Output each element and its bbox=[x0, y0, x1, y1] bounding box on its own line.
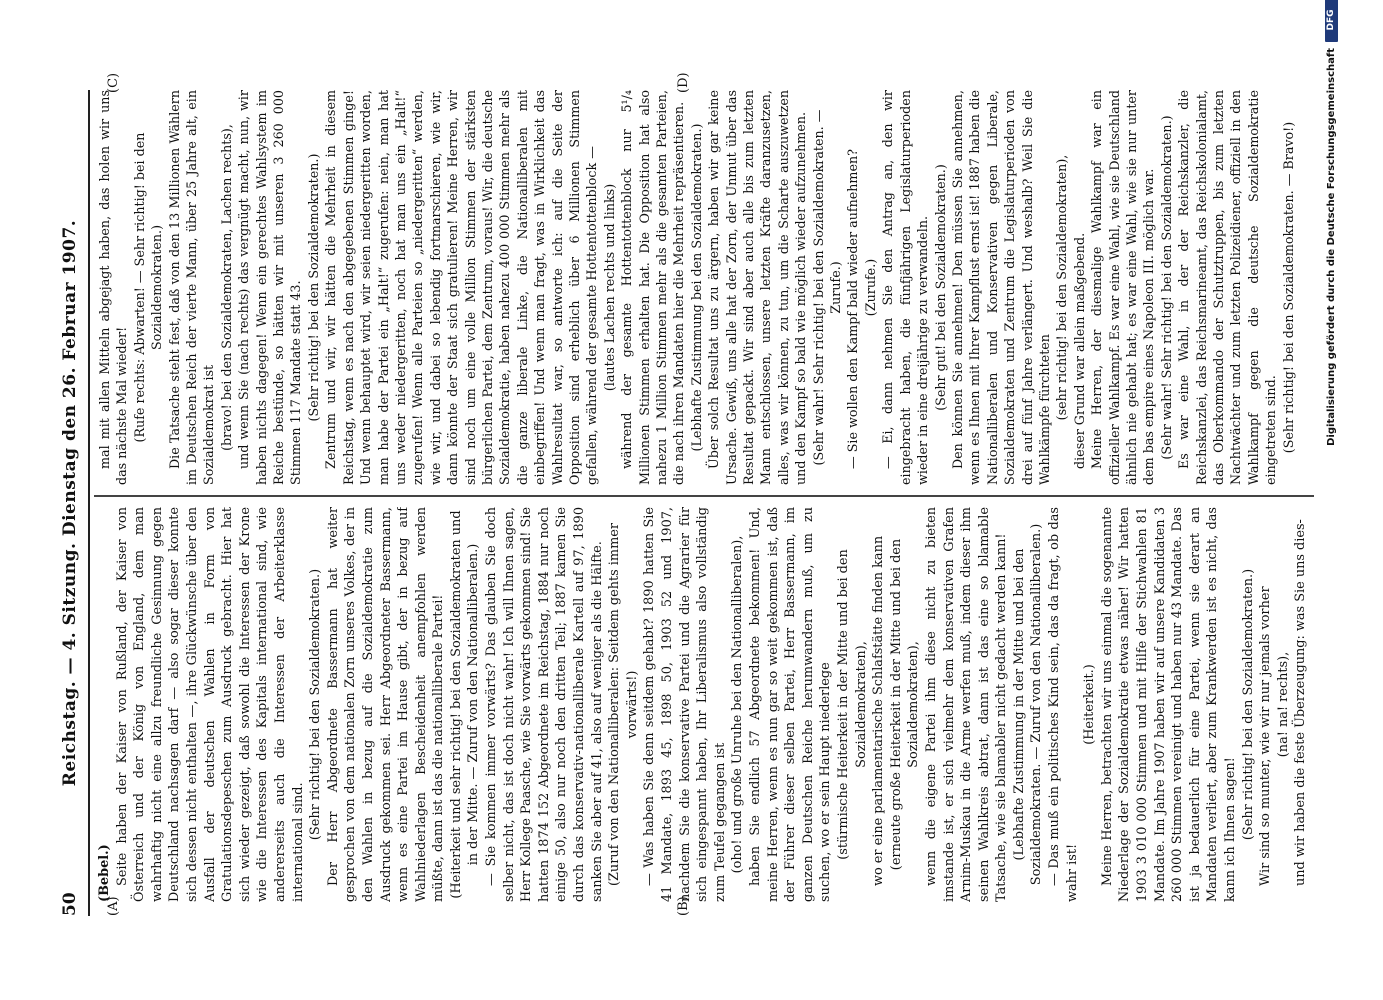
speech-paragraph: Der Herr Abgeordnete Bassermann hat weiter gesprochen von dem nationalen Zorn unseres Volkes, der in den Wahlen in bezug auf die Sozialdemokratie zum Ausdruck gekommen sei. Herr Abgeordneter Bassermann, wenn es eine Partei im Hause gibt, der in bezug auf Wahlniederlagen Bescheidenheit anempfohlen werden müßte, dann ist das die nationalliberale Partei! bbox=[325, 507, 447, 902]
interjection: (Sehr richtig! bei den Sozialdemokraten.) bbox=[1240, 568, 1256, 841]
interjection: (Sehr wahr! Sehr richtig! bei den Sozialdemokraten. — Zurufe.) bbox=[810, 109, 844, 466]
speech-paragraph: wenn die eigene Partei ihm diese nicht zu bieten imstande ist, er sich vielmehr dem konservativen Grafen Arnim-Muskau in die Arme werfen muß, indem dieser ihm seinen Wahlkreis abtrat, dann ist das eine so blamable Tatsache, wie sie blamabler nicht gedacht werden kann! bbox=[923, 507, 1010, 902]
speech-paragraph: — Was haben Sie denn seitdem gehabt? 1890 hatten Sie 41 Mandate, 1893 45, 1898 50, 1903 52 und 1907, nachdem Sie die konservative Partei und die Agrarier für sich eingespannt haben, Ihr Liberalismus also vollständig zum Teufel gegangen ist bbox=[642, 507, 728, 902]
speech-paragraph: — Sie kommen immer vorwärts? Das glauben Sie doch selber nicht, das ist doch nicht wahr! Ich will Ihnen sagen, Herr Kollege Paasche, wie Sie vorwärts gekommen sind! Sie hatten 1874 152 Abgeordnete im Reichstag, 1884 nur noch einige 50, also nur noch den dritten Teil; 1887 kamen Sie durch das konservativ-nationalliberale Kartell auf 97, 1890 sanken Sie aber auf 41, also auf weniger als die Hälfte. bbox=[484, 507, 605, 902]
interjection: (Zuruf von den Nationalliberalen: Seitdem gehts immer vorwärts!) bbox=[607, 522, 640, 887]
speech-paragraph: und wir haben die feste Überzeugung: was Sie uns dies- bbox=[1293, 519, 1309, 886]
rotated-page bbox=[8, 0, 1338, 1000]
speech-paragraph: — Sie wollen den Kampf bald wieder aufnehmen? bbox=[845, 149, 861, 469]
interjection: (Heiterkeit.) bbox=[1082, 664, 1098, 745]
margin-marker-c: (C) bbox=[106, 72, 121, 93]
speech-paragraph: Meine Herren, der diesmalige Wahlkampf war ein offizieller Wahlkampf. Es war eine Wahl, wie sie Deutschland ähnlich nie gehabt hat; es war eine Wahl, wie sie nur unter dem bas empire eines Napoleon III. möglich war. bbox=[1089, 90, 1157, 485]
interjection: (stürmische Heiterkeit in der Mitte und bei den Sozialdemokraten), bbox=[835, 549, 869, 860]
speech-paragraph: Zentrum und wir, wir hätten die Mehrheit in diesem Reichstag, wenn es nach den abgegebenen Stimmen ginge! Und wenn behauptet wird, wir seien niedergeritten worden, man habe der Partei ein „Halt!“ zugerufen: nein, man hat uns weder niedergeritten, noch hat man uns ein „Halt!“ zugerufen! Wenn alle Parteien so „niedergeritten“ werden, wie wir, und dabei so lebendig fortmarschieren, wie wir, dann könnte der Staat sich gratulieren! Meine Herren, wir sind noch um eine volle Million Stimmen der stärksten bürgerlichen Partei, dem Zentrum, voraus! Wir, die deutsche Sozialdemokratie, haben nahezu 400 000 Stimmen mehr als die ganze liberale Linke, die Nationalliberalen mit einbegriffen! Und wenn man fragt, was in Wirklichkeit das Wahlresultat war, so antworte ich: auf die Seite der Opposition sind erheblich über 6 Millionen Stimmen gefallen, während der gesamte Hottentottenblock — bbox=[323, 90, 600, 485]
speech-paragraph: — Das muß ein politisches Kind sein, das da fragt, ob das wahr ist! bbox=[1047, 507, 1080, 902]
speech-paragraph: Es war eine Wahl, in der der Reichskanzler, die Reichskanzlei, das Reichsmarineamt, das Reichskolonialamt, das Oberkommando der Schutztruppen, bis zum letzten Nachtwächter und zum letzten Polizeidiener, offiziell in den Wahlkampf gegen die deutsche Sozialdemokratie eingetreten sind. bbox=[1176, 90, 1279, 485]
running-title: Reichstag. — 4. Sitzung. Dienstag den 26. Februar 1907. bbox=[60, 219, 80, 787]
right-column-body bbox=[96, 90, 1297, 485]
speech-paragraph: haben Sie endlich 57 Abgeordnete bekommen! Und, meine Herren, wenn es nun gar so weit gekommen ist, daß der Führer dieser selben Partei, Herr Bassermann, im ganzen Deutschen Reiche herumwandern muß, um zu suchen, wo er sein Haupt niederlege bbox=[747, 507, 834, 902]
speech-paragraph: Den können Sie annehmen! Den müssen Sie annehmen, wenn es Ihnen mit Ihrer Kampflust ernst ist! 1887 haben die Nationalliberalen und Konservativen gegen Liberale, Sozialdemokraten und Zentrum die Legislaturperioden von drei auf fünf Jahre verlängert. Und weshalb? Weil Sie die Wahlkämpfe fürchteten bbox=[949, 90, 1052, 485]
page-number: 50 bbox=[60, 892, 80, 916]
speech-paragraph: und wenn Sie (nach rechts) das vergnügt macht, nun, wir haben nichts dagegen! Wenn ein gerechtes Wahlsystem im Reiche bestünde, so hätten wir mit unseren 3 260 000 Stimmen 117 Mandate statt 43. bbox=[236, 90, 304, 485]
interjection: (Zurufe.) bbox=[862, 258, 878, 317]
footer-text: Digitalisierung gefördert durch die Deutsche Forschungsgemeinschaft bbox=[1326, 48, 1337, 446]
speech-paragraph: wo er eine parlamentarische Schlafstätte finden kann bbox=[871, 535, 887, 886]
column-divider bbox=[94, 496, 1314, 498]
dfg-logo: DFG bbox=[1325, 0, 1338, 42]
margin-marker-d: (D) bbox=[676, 72, 691, 93]
interjection: (Heiterkeit und sehr richtig! bei den Sozialdemokraten und in der Mitte. — Zuruf von den Nationalliberalen.) bbox=[448, 510, 482, 899]
left-column bbox=[96, 507, 1311, 902]
interjection: (Rufe rechts: Abwarten! — Sehr richtig! bei den Sozialdemokraten.) bbox=[131, 132, 165, 443]
interjection: (oho! und große Unruhe bei den Nationalliberalen), bbox=[730, 535, 746, 874]
margin-marker-a: (A) bbox=[106, 896, 121, 916]
interjection: (Sehr richtig! bei den Sozialdemokraten.) bbox=[305, 153, 321, 422]
speech-paragraph: mal mit allen Mitteln abgejagt haben, das holen wir uns das nächste Mal wieder! bbox=[97, 90, 130, 485]
interjection: (na! na! rechts), bbox=[1275, 651, 1291, 758]
speech-paragraph: dieser Grund war allein maßgebend. bbox=[1071, 232, 1087, 469]
speech-paragraph: Über solch Resultat uns zu ärgern, haben wir gar keine Ursache. Gewiß, uns alle hat der Zorn, der Unmut über das Resultat gepackt. Wir sind aber auch alle bis zum letzten Mann entschlossen, unsere letzten Kräfte daranzusetzen, alles, was wir können, zu tun, um die Scharte auszuwetzen und den Kampf so bald wie möglich wieder aufzunehmen. bbox=[706, 90, 809, 485]
speech-paragraph: Wir sind so munter, wie wir nur jemals vorher bbox=[1258, 586, 1274, 886]
interjection: (erneute große Heiterkeit in der Mitte und bei den Sozialdemokraten), bbox=[888, 538, 922, 871]
interjection: (Lebhafte Zustimmung bei den Sozialdemokraten.) bbox=[688, 123, 704, 452]
speaker-name: (Bebel.) bbox=[97, 844, 112, 902]
interjection: (Sehr richtig! bei den Sozialdemokraten.) bbox=[308, 568, 324, 841]
page-header bbox=[60, 90, 84, 916]
left-column-body bbox=[114, 507, 1310, 902]
right-column bbox=[96, 90, 1311, 485]
speech-paragraph: — Ei, dann nehmen Sie den Antrag an, den wir eingebracht haben, die fünfjährigen Legislaturperioden wieder in eine dreijährige zu verwandeln. bbox=[880, 90, 931, 485]
speech-paragraph: während der gesamte Hottentottenblock nur 5¹/₄ Millionen Stimmen erhalten hat. Die Opposition hat also nahezu 1 Million Stimmen mehr als die gesamten Parteien, die nach ihren Mandaten hier die Mehrheit repräsentieren. bbox=[619, 90, 687, 485]
margin-marker-b: (B) bbox=[676, 896, 691, 916]
interjection: (Sehr richtig! bei den Sozialdemokraten. — Bravo!) bbox=[1280, 121, 1296, 454]
header-rule bbox=[88, 90, 90, 916]
speech-paragraph: Seite haben der Kaiser von Rußland, der Kaiser von Österreich und der König von England, dem man wahrhaftig nicht eine allzu freundliche Gesinnung gegen Deutschland nachsagen darf — also sogar dieser konnte sich dessen nicht enthalten —, ihre Glückwünsche über den Ausfall der deutschen Wahlen in Form von Gratulationsdepeschen zum Ausdruck gebracht. Hier hat sich wieder gezeigt, daß sowohl die Interessen der Krone wie die Interessen des Kapitals international sind, wie andererseits auch die Interessen der Arbeiterklasse international sind. bbox=[114, 507, 306, 902]
interjection: (Sehr wahr! Sehr richtig! bei den Sozialdemokraten.) bbox=[1158, 115, 1174, 460]
speech-paragraph: Die Tatsache steht fest, daß von den 13 Millionen Wählern im Deutschen Reich der vierte Mann, über 25 Jahre alt, ein Sozialdemokrat ist bbox=[166, 90, 217, 485]
interjection: (bravo! bei den Sozialdemokraten, Lachen rechts), bbox=[218, 124, 234, 451]
digitization-footer bbox=[1326, 0, 1338, 700]
interjection: (lautes Lachen rechts und links) bbox=[601, 183, 617, 392]
interjection: (Lebhafte Zustimmung in der Mitte und bei den Sozialdemokraten. — Zuruf von den Nationalliberalen.) bbox=[1011, 523, 1045, 886]
interjection: (Sehr gut! bei den Sozialdemokraten.) bbox=[932, 164, 948, 411]
interjection: (sehr richtig! bei den Sozialdemokraten), bbox=[1054, 154, 1070, 421]
speech-paragraph: Meine Herren, betrachten wir uns einmal die sogenannte Niederlage der Sozialdemokratie etwas näher! Wir hatten 1903 3 010 000 Stimmen und mit Hilfe der Stichwahlen 81 Mandate. Im Jahre 1907 haben wir auf unsere Kandidaten 3 260 000 Stimmen vereinigt und haben nur 43 Mandate. Das ist ja bedauerlich für eine Partei, wenn sie derart an Mandaten verliert, aber zum Krankwerden ist es nicht, das kann ich Ihnen sagen! bbox=[1099, 507, 1238, 902]
